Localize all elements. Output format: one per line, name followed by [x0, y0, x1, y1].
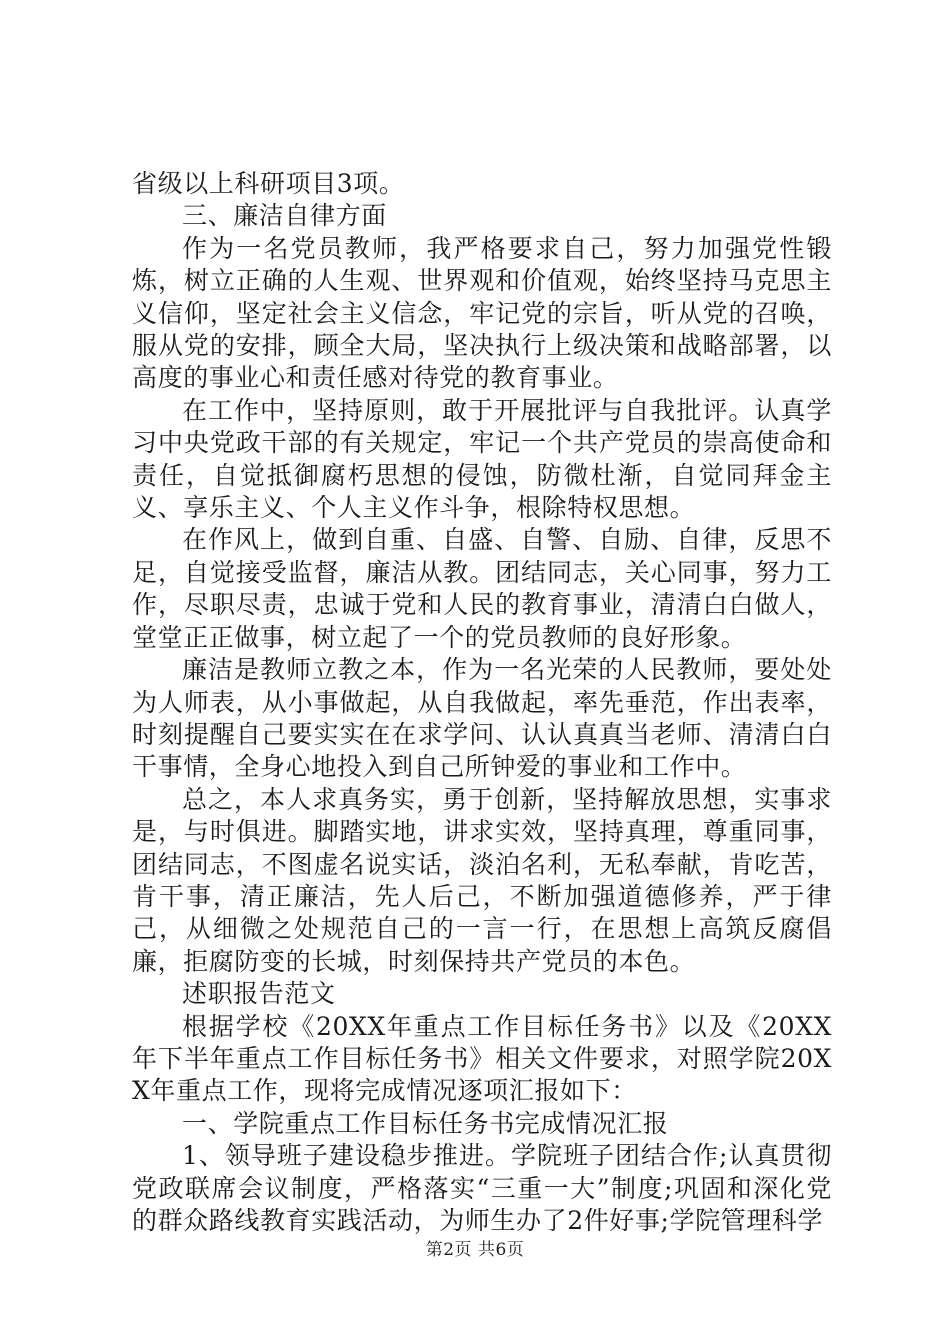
paragraph-report-intro: 根据学校《20XX年重点工作目标任务书》以及《20XX年下半年重点工作目标任务书》相关文件要求，对照学院20XX年重点工作，现将完成情况逐项汇报如下：: [132, 1011, 832, 1106]
paragraph-work-principles: 在工作中，坚持原则，敢于开展批评与自我批评。认真学习中央党政干部的有关规定，牢记一个共产党员的崇高使命和责任，自觉抵御腐朽思想的侵蚀，防微杜渐，自觉同拜金主义、享乐主义、个人主义作斗争，根除特权思想。: [132, 395, 832, 523]
paragraph-continuation: 省级以上科研项目3项。: [132, 169, 405, 198]
paragraph-leadership-building: 1、领导班子建设稳步推进。学院班子团结合作;认真贯彻党政联席会议制度，严格落实“三重一大”制度;巩固和深化党的群众路线教育实践活动，为师生办了2件好事;学院管理科学: [132, 1141, 832, 1235]
section-heading-task-completion: 一、学院重点工作目标任务书完成情况汇报: [182, 1108, 669, 1138]
document-body: [132, 168, 832, 1237]
paragraph-party-teacher: 作为一名党员教师，我严格要求自己，努力加强党性锻炼，树立正确的人生观、世界观和价值观，始终坚持马克思主义信仰，坚定社会主义信念，牢记党的宗旨，听从党的召唤，服从党的安排，顾全大局，坚决执行上级决策和战略部署，以高度的事业心和责任感对待党的教育事业。: [132, 233, 832, 393]
paragraph-work-style: 在作风上，做到自重、自盛、自警、自励、自律，反思不足，自觉接受监督，廉洁从教。团结同志，关心同事，努力工作，尽职尽责，忠诚于党和人民的教育事业，清清白白做人，堂堂正正做事，树立起了一个的党员教师的良好形象。: [132, 525, 832, 652]
paragraph-integrity-foundation: 廉洁是教师立教之本，作为一名光荣的人民教师，要处处为人师表，从小事做起，从自我做起，率先垂范，作出表率，时刻提醒自己要实实在在求学问、认认真真当老师、清清白白干事情，全身心地投入到自己所钟爱的事业和工作中。: [132, 655, 832, 782]
section-heading-report-sample: 述职报告范文: [182, 979, 336, 1009]
section-heading-integrity: 三、廉洁自律方面: [182, 201, 387, 231]
page-number-footer: 第2页 共6页: [425, 1240, 525, 1260]
paragraph-summary: 总之，本人求真务实，勇于创新，坚持解放思想，实事求是，与时俱进。脚踏实地，讲求实效，坚持真理，尊重同事，团结同志，不图虚名说实话，淡泊名利，无私奉献，肯吃苦，肯干事，清正廉洁，先人后己，不断加强道德修养，严于律己，从细微之处规范自己的一言一行，在思想上高筑反腐倡廉，拒腐防变的长城，时刻保持共产党员的本色。: [132, 784, 832, 976]
